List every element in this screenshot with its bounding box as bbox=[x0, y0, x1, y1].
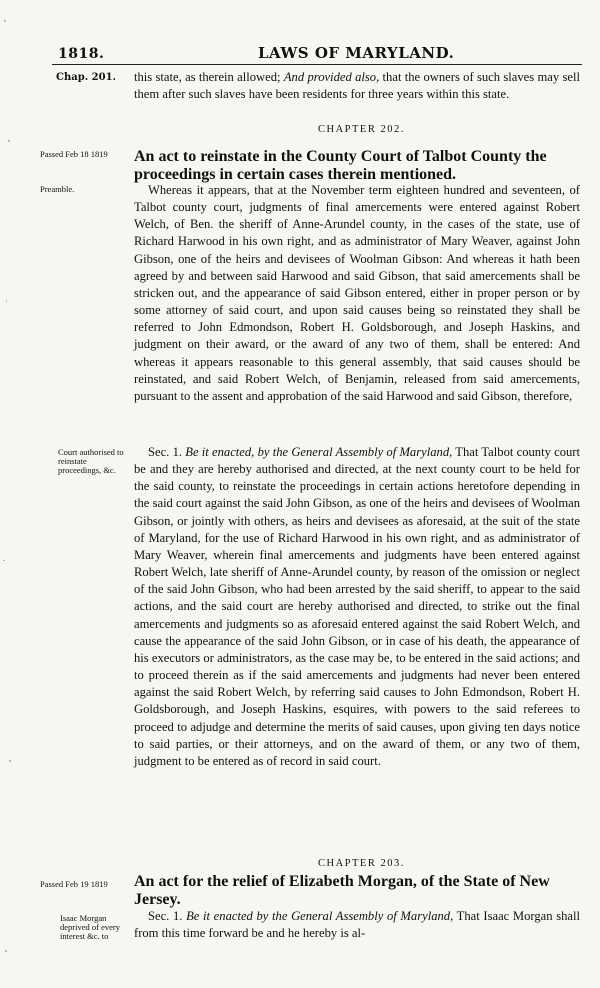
scan-speck bbox=[6, 300, 7, 302]
chapter-203-enacting-clause: Be it enacted by the General Assembly of Maryland, bbox=[186, 909, 454, 923]
scan-speck bbox=[3, 560, 5, 561]
preamble-label: Preamble. bbox=[40, 184, 75, 194]
page-year: 1818. bbox=[58, 46, 105, 62]
chapter-203-margin-note: Isaac Morgan deprived of every interest &c. to bbox=[60, 913, 120, 941]
chapter-203-sec-text: That Isaac Morgan shall from this time forward be and he hereby is al- bbox=[134, 909, 581, 941]
chapter-202-passed-date: Passed Feb 18 1819 bbox=[40, 149, 108, 159]
scan-speck bbox=[4, 20, 6, 22]
chapter-201-text bbox=[134, 69, 580, 103]
scan-speck bbox=[8, 140, 10, 142]
chapter-202-section-1 bbox=[134, 444, 580, 770]
chapter-201-label: Chap. 201. bbox=[56, 72, 117, 83]
chapter-202-sec-text: That Talbot county court be and they are hereby authorised and directed, at the next county court to be held for the said county, to reinstate the proceedings in certain actions heretofore depending in the said court against the said John Gibson, as one of the heirs and devisees of Woolman Gibson, or jointly with others, as heirs and devisees as aforesaid, at the suit of the state of Maryland, for the use of Richard Harwood in his own right, and as administrator of Mary Weaver, wherein final amercements and judgments have been entered against Robert Welch, late sheriff of Anne-Arundel county, by reason of the omission or neglect of the said John Gibson, who had been arrested by the said sheriff, to appear to the said actions, and the said court are hereby authorised and directed, to strike out the final amercements and judgments so as aforesaid entered against the said Robert Welch, and cause the appearance of the said John Gibson, or in case of his death, the appearance of his executors or administrators, as the case may be, to be entered in the said actions; and to proceed therein as if the said amercements and judgments had never been entered against the said Robert Welch, by referring said causes to John Edmondson, Robert H. Goldsborough, and Joseph Haskins, esquires, with powers to the said referees to proceed to adjudge and determine the merits of said causes, upon giving ten days notice to said parties, or their attorneys, and on the award of them, or any two of them, judgment to be entered as of record in said court. bbox=[134, 445, 580, 768]
chapter-202-heading: CHAPTER 202. bbox=[318, 124, 405, 135]
chapter-203-act-title: An act for the relief of Elizabeth Morgan, of the State of New Jersey. bbox=[134, 873, 550, 908]
chapter-201-proviso: And provided also, bbox=[283, 70, 380, 84]
chapter-202-sec-label: Sec. 1. bbox=[148, 445, 186, 459]
scan-speck bbox=[9, 760, 11, 762]
chapter-201-text-b: that the owners of such slaves may sell them after such slaves have been residents for three years within this state. bbox=[134, 70, 580, 102]
header-rule bbox=[52, 64, 582, 65]
chapter-202-preamble: Whereas it appears, that at the November term eighteen hundred and seventeen, of Talbot county court, judgments of final amercements were entered against Robert Welch, of Ben. the sheriff of Anne-Arundel county, in the cases of the state, use of Richard Harwood in his own right, and as administrator of Mary Weaver, against John Gibson, one of the heirs and devisees of Woolman Gibson: And whereas it hath been agreed by and between said Harwood and said Gibson, that said amercements shall be stricken out, and the appearance of said Gibson entered, either in proper person or by some attorney of said court, and upon said causes being so reinstated they shall be referred to John Edmondson, Robert H. Goldsborough, and Joseph Haskins, and judgment on their award, or the award of any two of them, shall be entered: And whereas it appears reasonable to this general assembly, that said causes should be reinstated, and said Robert Welch, of Benjamin, released from said amercements, pursuant to the assent and approbation of the said Harwood and said Gibson, therefore, bbox=[134, 183, 580, 403]
chapter-203-section-1 bbox=[134, 908, 580, 942]
chapter-203-heading: CHAPTER 203. bbox=[318, 858, 405, 869]
chapter-203-sec-label: Sec. 1. bbox=[148, 909, 187, 923]
chapter-201-text-a: this state, as therein allowed; bbox=[134, 70, 284, 84]
chapter-203-passed-date: Passed Feb 19 1819 bbox=[40, 879, 108, 889]
chapter-202-enacting-clause: Be it enacted, by the General Assembly of Maryland, bbox=[185, 445, 453, 459]
chapter-202-margin-note: Court authorised to reinstate proceedings, &c. bbox=[58, 447, 124, 475]
chapter-202-act-title: An act to reinstate in the County Court of Talbot County the proceedings in certain cases therein mentioned. bbox=[134, 148, 547, 183]
scan-speck bbox=[5, 950, 7, 952]
page-running-title: LAWS OF MARYLAND. bbox=[258, 44, 455, 62]
